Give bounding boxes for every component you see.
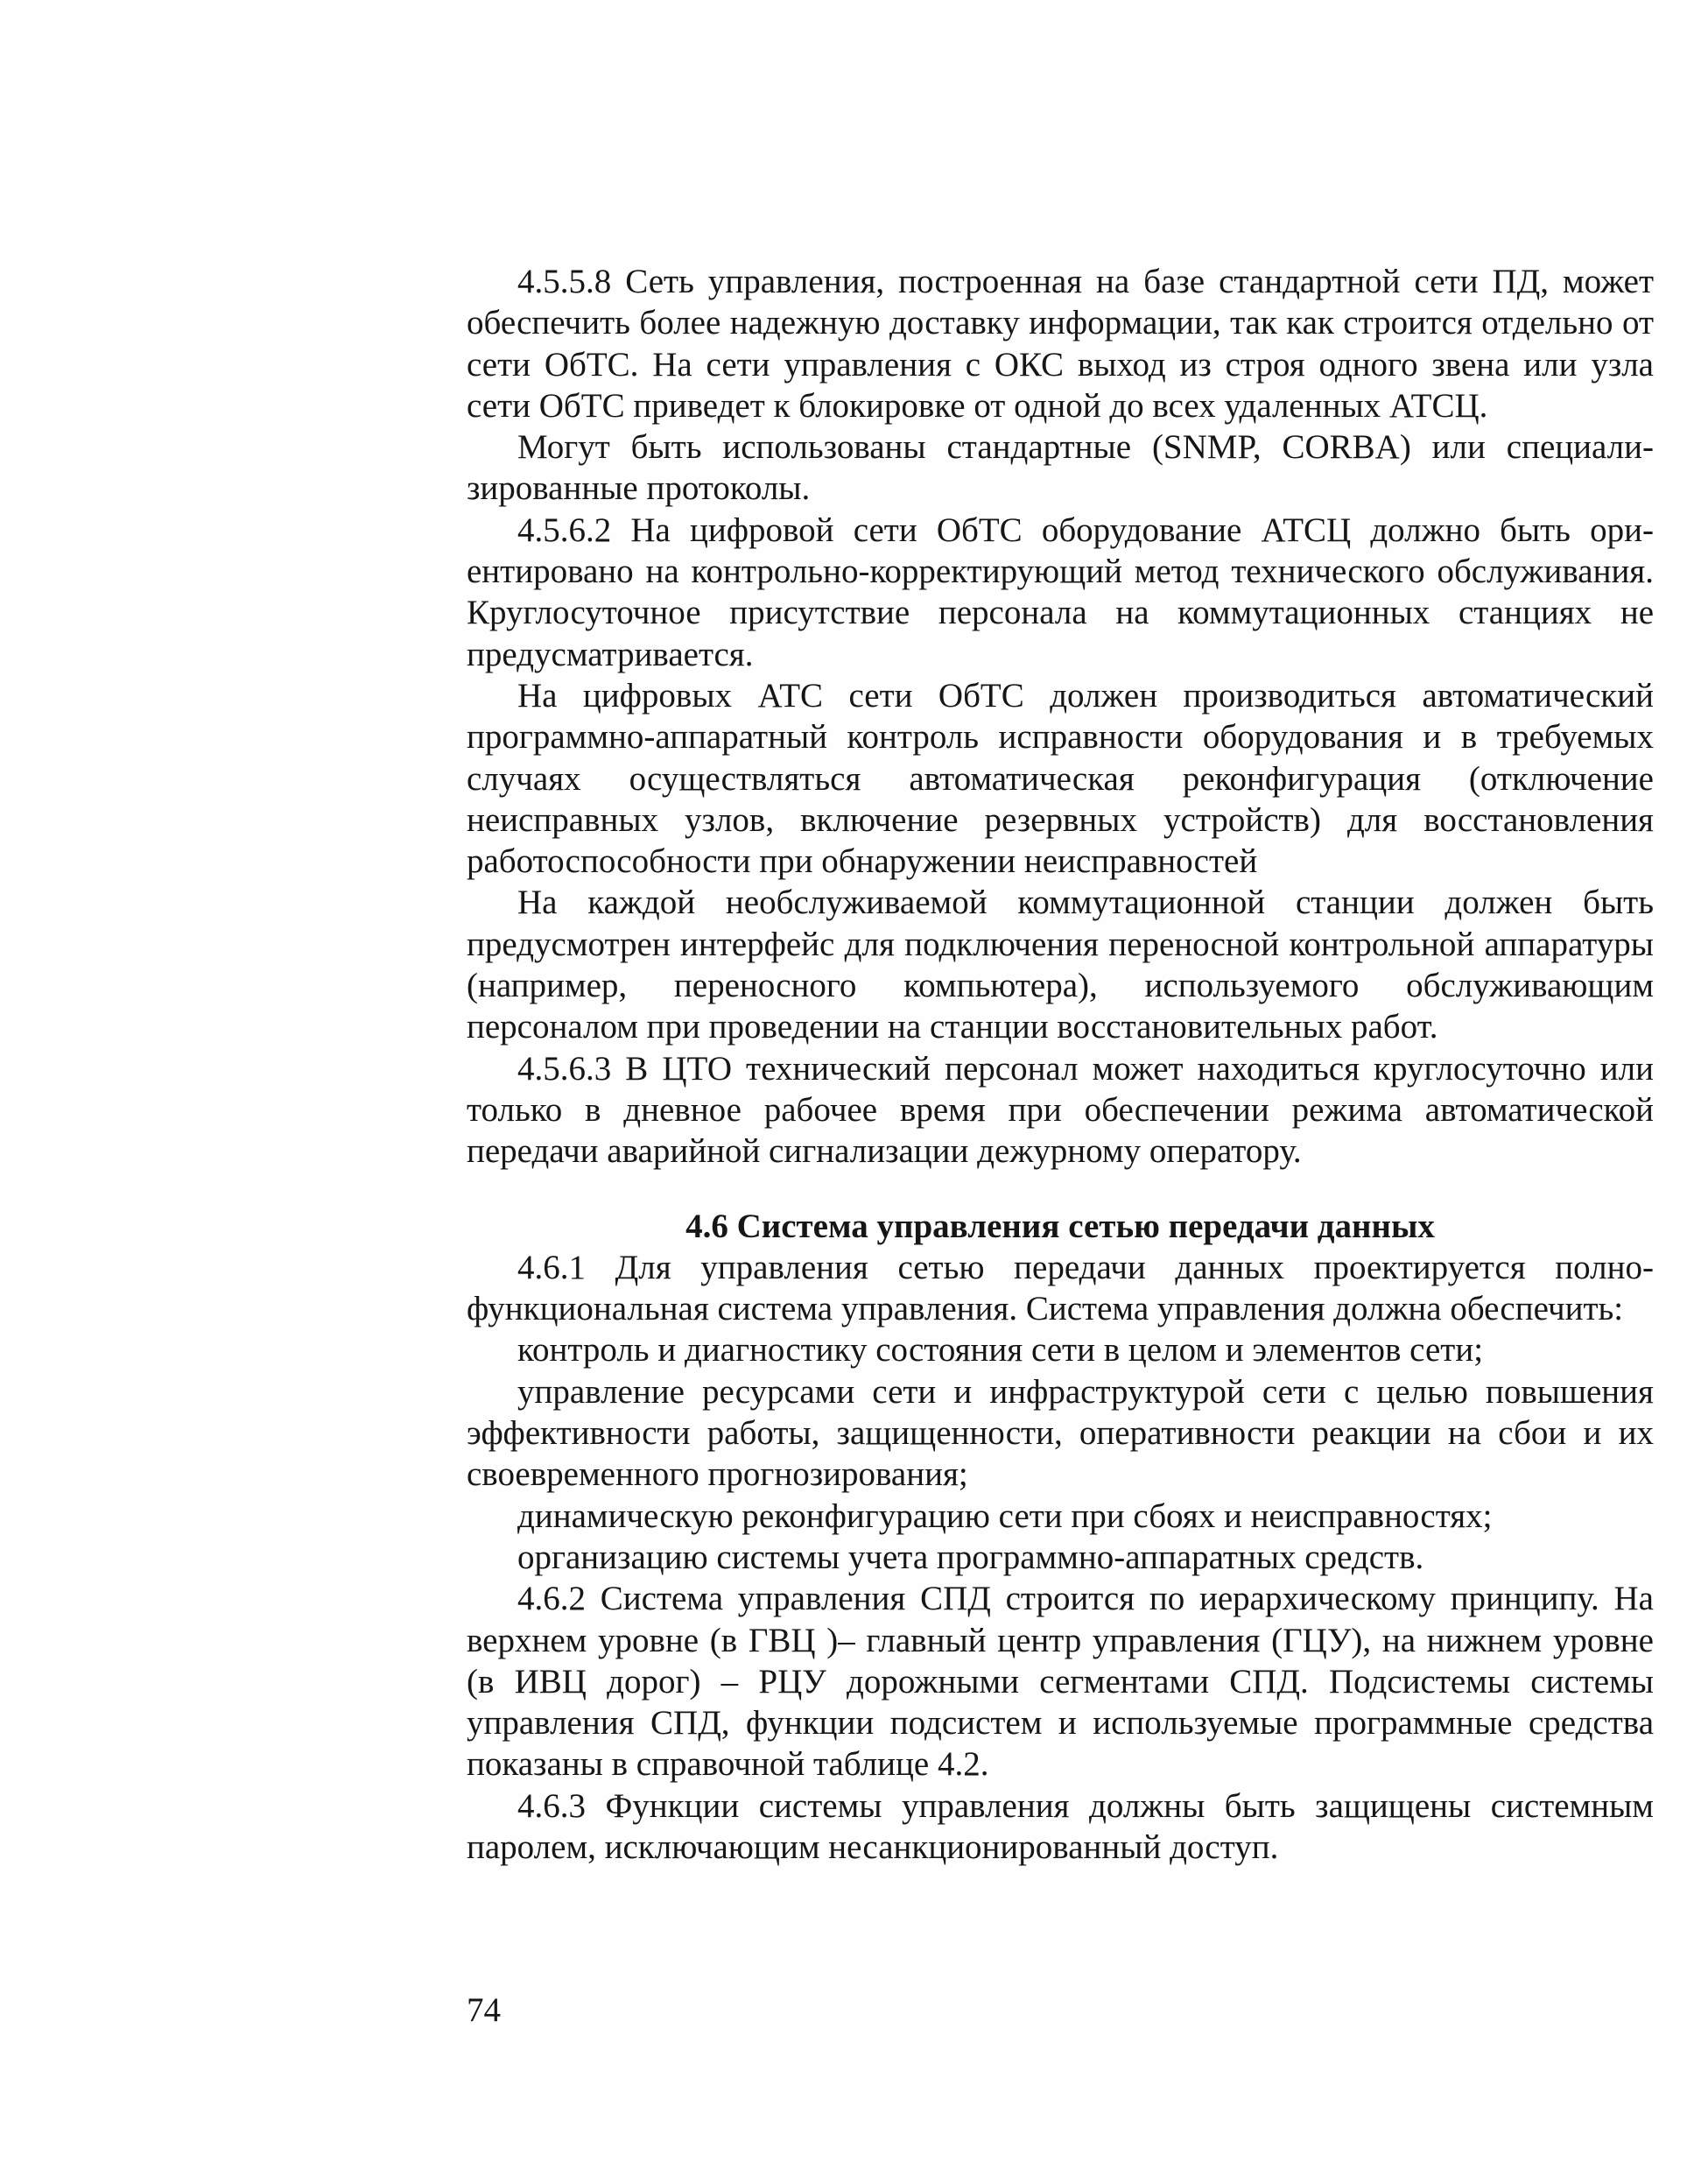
paragraph-4-6-2: 4.6.2 Система управления СПД строится по иерархическому принципу. На верхнем уровне (в ГВЦ )– главный центр управления (ГЦУ), на нижнем уровне (в ИВЦ дорог) – РЦУ дорожными сегментами СПД. Подсистемы системы управления СПД, функции подсистем и используемые программные средства показаны в справочной таблице 4.2.	[467, 1580, 1654, 1784]
paragraph-4-6-1: 4.6.1 Для управления сетью передачи данных проектируется полнофункциональная система управления. Система управления должна обеспечить:	[467, 1248, 1654, 1328]
paragraph-4-6-3: 4.6.3 Функции системы управления должны быть защищены системным паролем, исключающим несанкционированный доступ.	[467, 1786, 1654, 1866]
paragraph-4-5-6-3: 4.5.6.3 В ЦТО технический персонал может находиться круглосуточно или только в дневное рабочее время при обеспечении режима автоматической передачи аварийной сигнализации дежурному оператору.	[467, 1049, 1654, 1171]
body-text	[467, 261, 1654, 1868]
paragraph-4-5-6-2: 4.5.6.2 На цифровой сети ОбТС оборудование АТСЦ должно быть ориентировано на контрольно-корректирующий метод технического обслуживания. Круглосуточное присутствие персонала на коммутационных станциях не предусматривается.	[467, 511, 1654, 673]
list-item: управление ресурсами сети и инфраструктурой сети с целью повышения эффективности работы, защищенности, оперативности реакции на сбои и их своевременного прогнозирования;	[467, 1372, 1654, 1494]
list-item: динамическую реконфигурацию сети при сбоях и неисправностях;	[517, 1496, 1493, 1535]
paragraph-4-5-5-8: 4.5.5.8 Сеть управления, построенная на базе стандартной сети ПД, может обеспечить более надежную доставку информации, так как строится отдельно от сети ОбТС. На сети управления с ОКС выход из строя одного звена или узла сети ОбТС приведет к блокировке от одной до всех удаленных АТСЦ.	[467, 263, 1654, 425]
paragraph-protocols: Могут быть использованы стандартные (SNMP, CORBA) или специализированные протоколы.	[467, 428, 1654, 508]
section-heading-4-6: 4.6 Система управления сетью передачи данных	[685, 1207, 1435, 1245]
list-item: контроль и диагностику состояния сети в целом и элементов сети;	[517, 1331, 1484, 1370]
page-number: 74	[467, 1991, 501, 2029]
list-item: организацию системы учета программно-аппаратных средств.	[517, 1538, 1424, 1576]
paragraph-interface: На каждой необслуживаемой коммутационной станции должен быть предусмотрен интерфейс для подключения переносной контрольной аппаратуры (например, переносного компьютера), используемого обслуживающим персоналом при проведении на станции восстановительных работ.	[467, 884, 1654, 1046]
paragraph-digital-ats: На цифровых АТС сети ОбТС должен производиться автоматический программно-аппаратный контроль исправности оборудования и в требуемых случаях осуществляться автоматическая реконфигурация (отключение неисправных узлов, включение резервных устройств) для восстановления работоспособности при обнаружении неисправностей	[467, 676, 1654, 881]
